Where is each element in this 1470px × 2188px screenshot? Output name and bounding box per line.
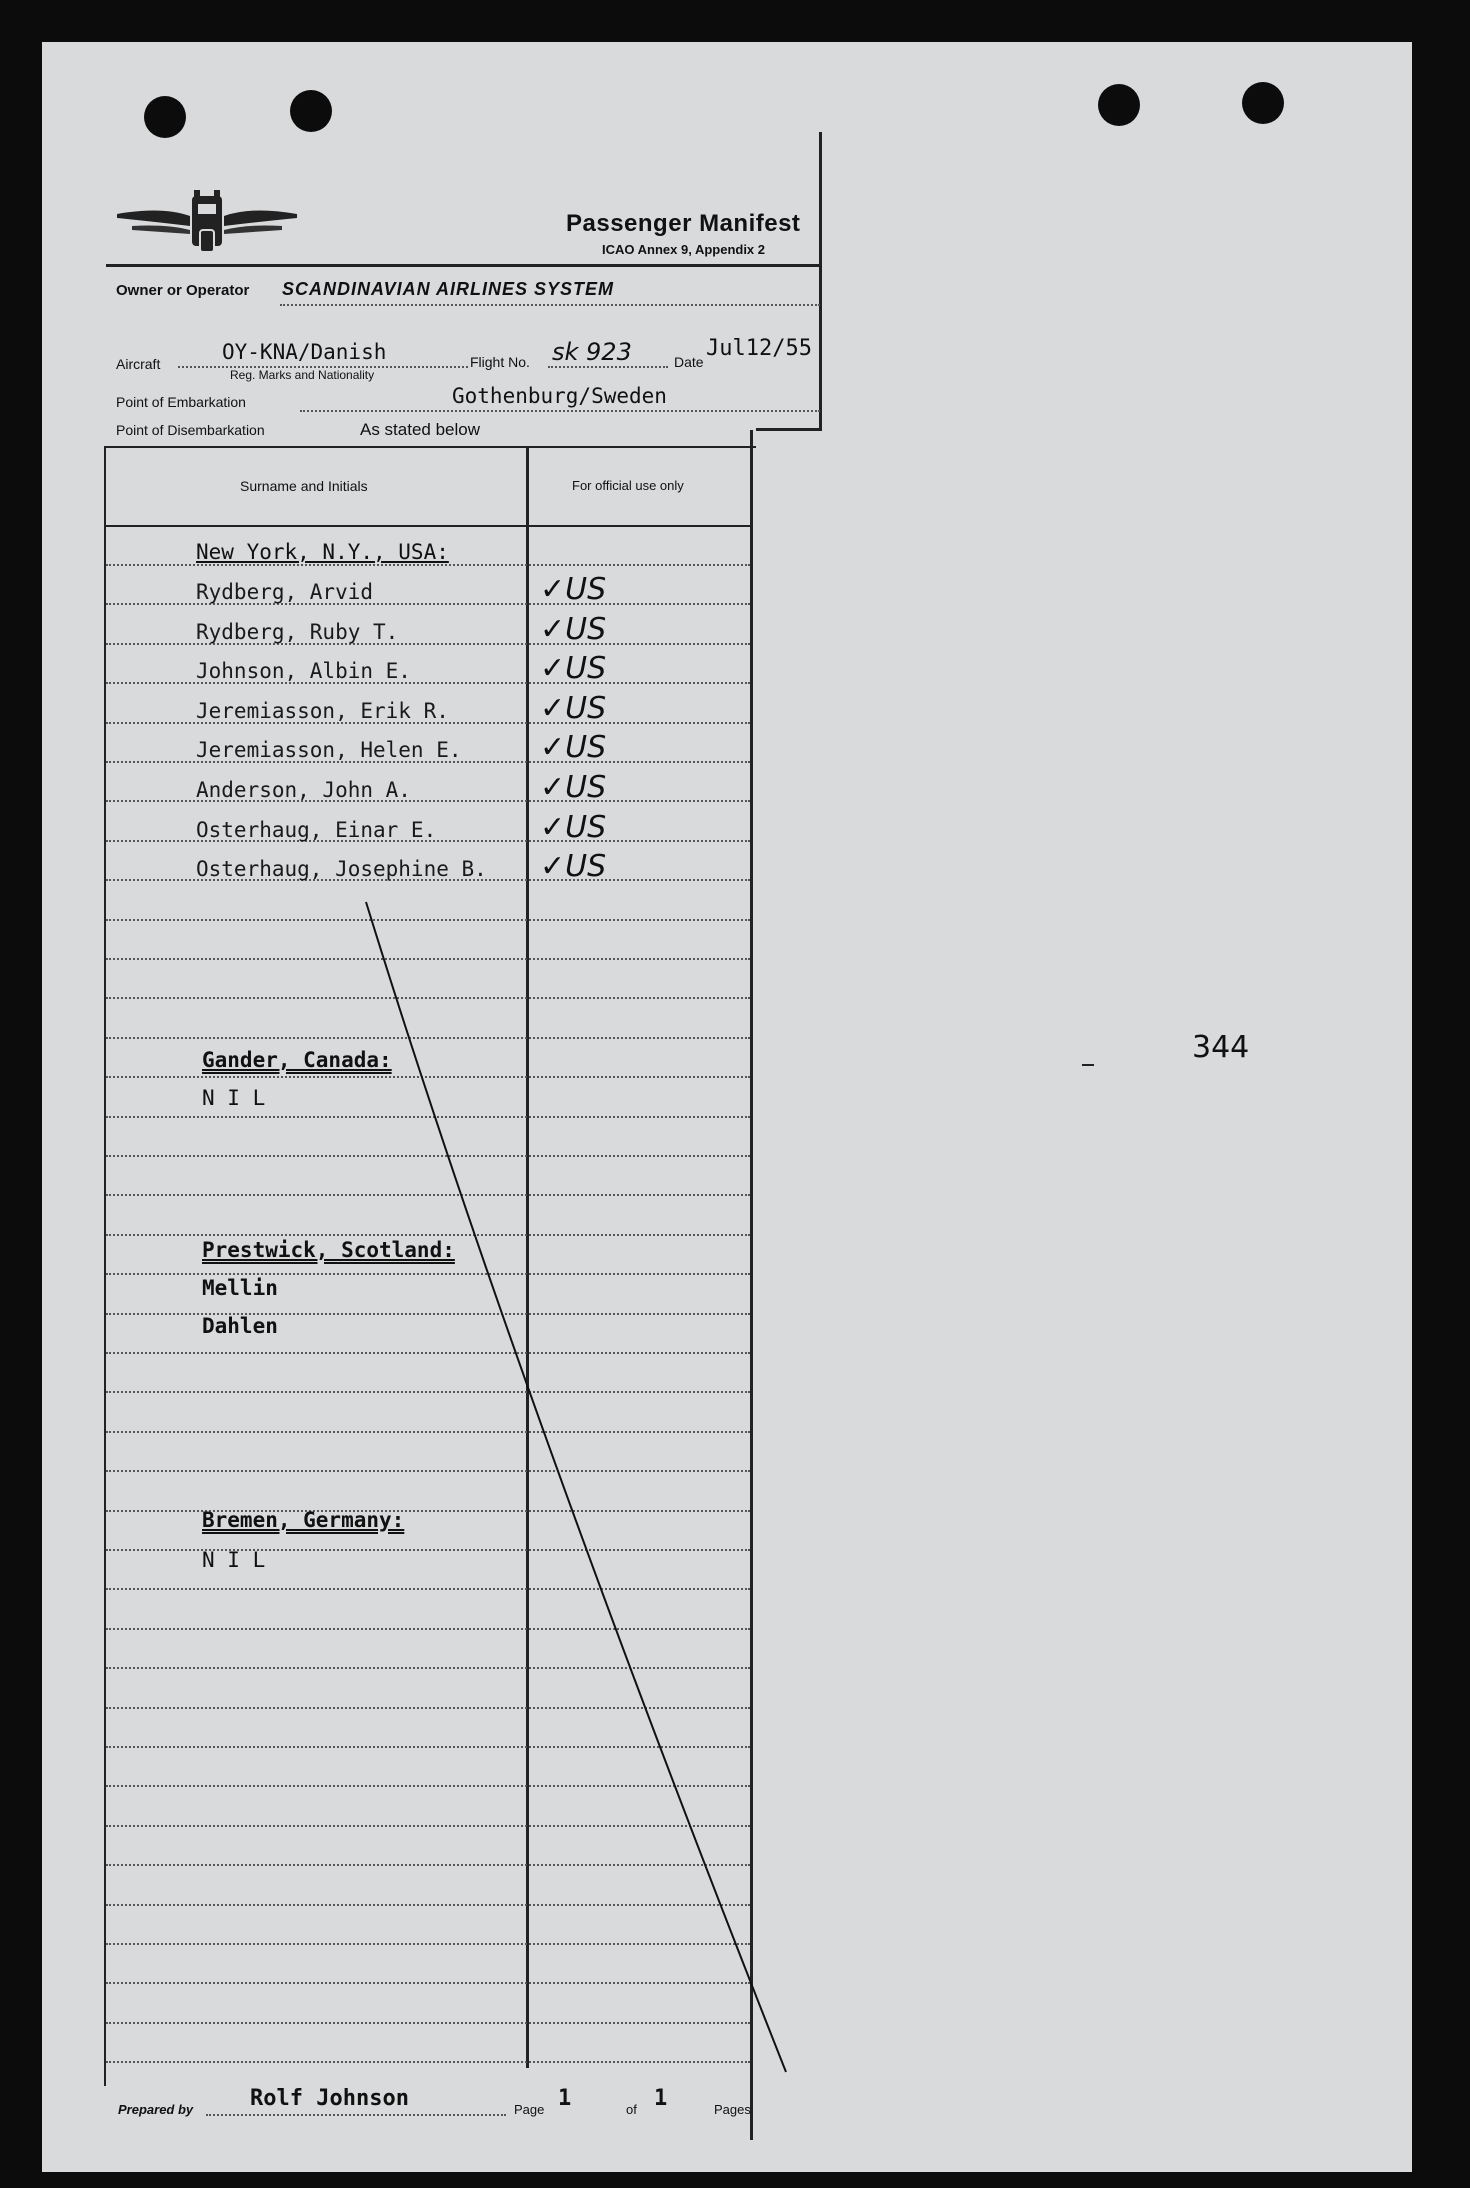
official-mark-text: US [565, 730, 607, 766]
disembark-value: As stated below [360, 420, 481, 439]
aircraft-sublabel: Reg. Marks and Nationality [230, 368, 375, 382]
check-mark-icon: ✓ [540, 651, 566, 687]
passenger-name: Jeremiasson, Erik R. [196, 698, 449, 723]
manifest-title: Passenger Manifest [566, 210, 801, 237]
official-mark-text: US [565, 770, 607, 805]
side-mark [1082, 1064, 1094, 1066]
disembark-label: Point of Disembarkation [116, 422, 265, 438]
official-mark-text: US [565, 809, 607, 845]
passenger-name: Osterhaug, Josephine B. [196, 857, 487, 882]
prepared-line [206, 2114, 506, 2116]
check-mark-icon: ✓ [540, 730, 566, 766]
pages-label: Pages [714, 2102, 751, 2117]
aircraft-label: Aircraft [116, 356, 161, 372]
column-header-official: For official use only [572, 478, 684, 493]
passenger-name: Jeremiasson, Helen E. [196, 738, 462, 763]
date-label: Date [674, 354, 704, 370]
check-mark-icon: ✓ [540, 611, 566, 647]
embark-value: Gothenburg/Sweden [452, 384, 667, 408]
official-mark-text: US [565, 572, 607, 607]
flight-value: sk 923 [552, 338, 632, 366]
date-value: Jul12/55 [706, 336, 812, 361]
column-header-names: Surname and Initials [240, 478, 368, 494]
check-mark-icon: ✓ [540, 770, 566, 805]
check-mark-icon: ✓ [540, 809, 566, 845]
prestwick-name: Mellin [202, 1276, 278, 1300]
check-mark-icon: ✓ [540, 690, 566, 726]
official-mark-text: US [565, 849, 607, 885]
passenger-name: Rydberg, Arvid [196, 580, 374, 604]
official-mark-text: US [565, 651, 607, 687]
prepared-value: Rolf Johnson [250, 2086, 409, 2111]
page-value: 1 [558, 2086, 572, 2111]
flight-label: Flight No. [470, 354, 530, 370]
page-label: Page [514, 2102, 545, 2117]
official-mark-text: US [565, 611, 607, 647]
of-label: of [626, 2102, 637, 2117]
bremen-nil: N I L [202, 1548, 266, 1572]
side-number: 344 [1192, 1030, 1250, 1065]
check-mark-icon: ✓ [540, 849, 566, 885]
passenger-name: Rydberg, Ruby T. [196, 619, 399, 644]
embark-label: Point of Embarkation [116, 394, 246, 410]
section-prestwick: Prestwick, Scotland: [202, 1238, 455, 1262]
owner-value: SCANDINAVIAN AIRLINES SYSTEM [282, 279, 615, 299]
section-gander: Gander, Canada: [202, 1048, 392, 1072]
section-new-york: New York, N.Y., USA: [196, 540, 449, 564]
manifest-subtitle: ICAO Annex 9, Appendix 2 [602, 242, 766, 257]
passenger-name: Anderson, John A. [196, 778, 411, 802]
check-mark-icon: ✓ [540, 572, 566, 607]
passenger-name: Osterhaug, Einar E. [196, 817, 437, 842]
gander-nil: N I L [202, 1086, 266, 1110]
owner-label: Owner or Operator [116, 282, 250, 299]
official-mark-text: US [565, 690, 607, 726]
passenger-name: Johnson, Albin E. [196, 659, 411, 684]
section-bremen: Bremen, Germany: [202, 1508, 405, 1532]
prepared-label: Prepared by [118, 2102, 194, 2117]
prestwick-name: Dahlen [202, 1314, 278, 1338]
of-value: 1 [654, 2086, 668, 2111]
aircraft-value: OY-KNA/Danish [222, 340, 387, 364]
